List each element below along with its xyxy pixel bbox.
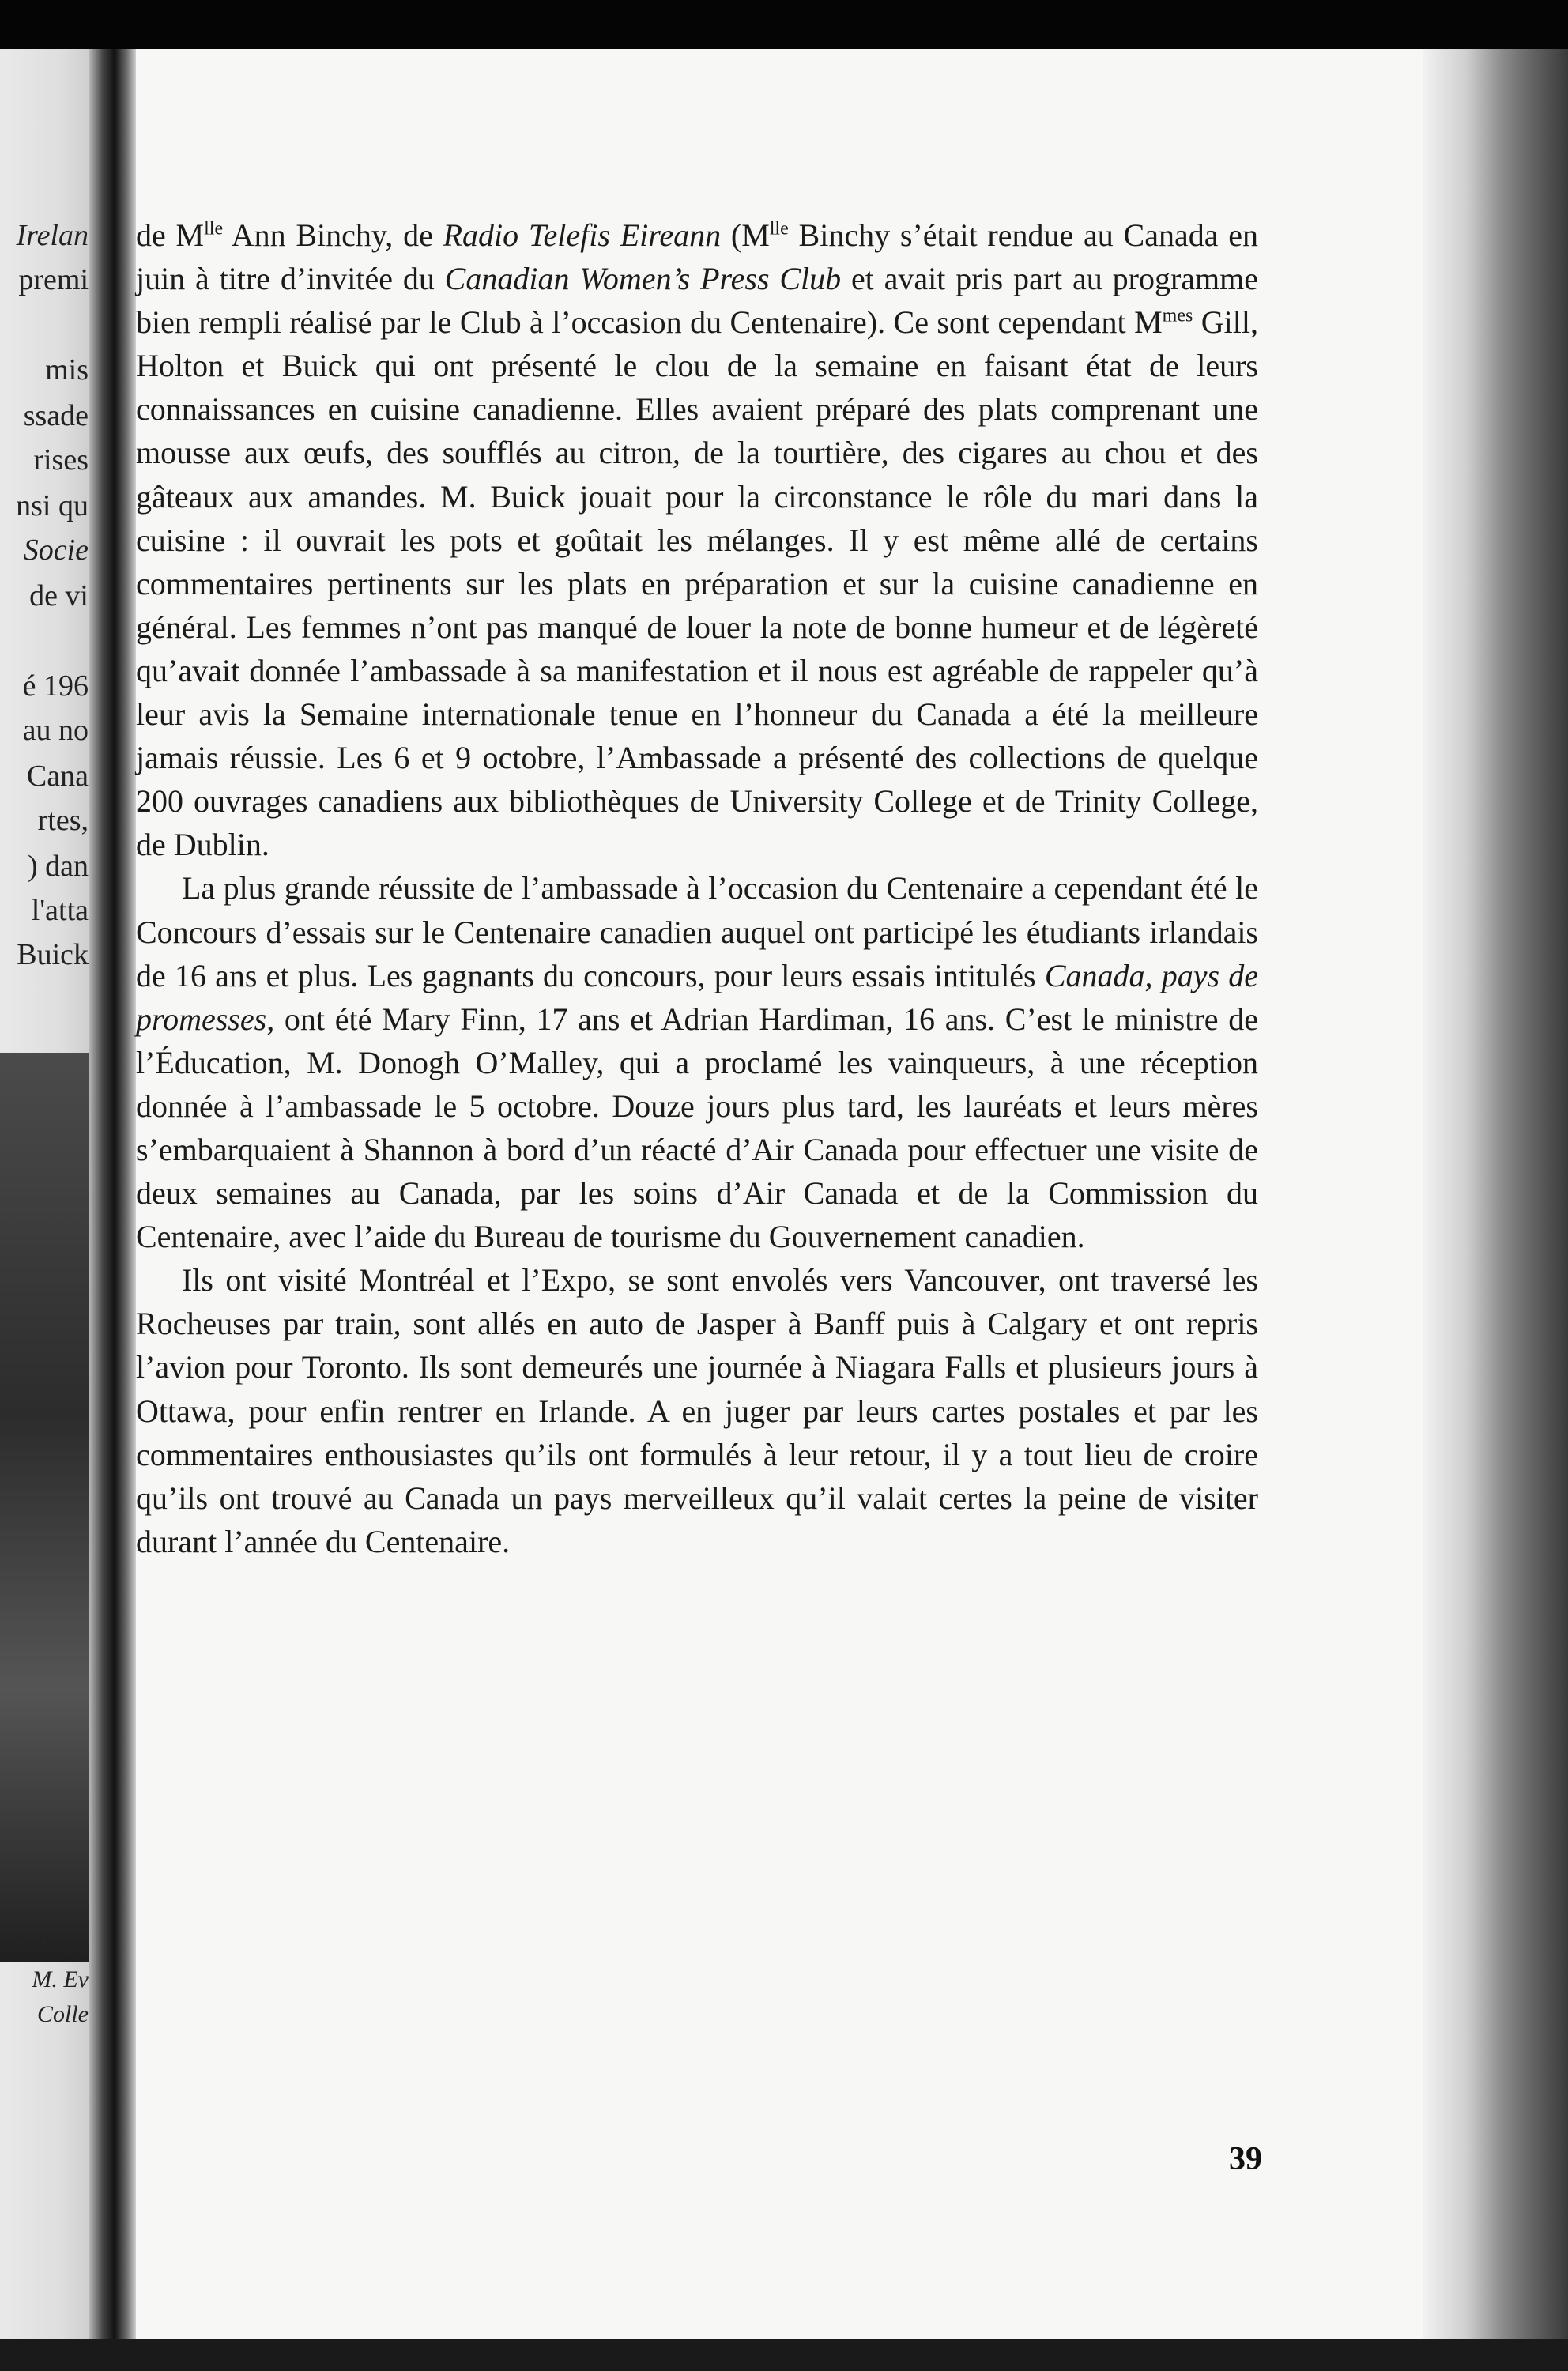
text-run: La plus grande réussite de l’ambassade à l’occasion du Centenaire a cependant été le Concours d’essais sur le Centenaire canadien auquel ont participé les étudiants irlandais de 16 ans et plus. Les gagnants du concours, pour leurs essais intitulés [136, 870, 1258, 993]
facing-page-line: l'atta [31, 894, 89, 927]
book-gutter-shadow [89, 49, 136, 2339]
body-text [136, 213, 1258, 1563]
text-run: , ont été Mary Finn, 17 ans et Adrian Hardiman, 16 ans. C’est le ministre de l’Éducation, M. Donogh O’Malley, qui a proclamé les vainqueurs, à une réception donnée à l’ambassade le 5 octobre. Douze jours plus tard, les lauréats et leurs mères s’embarquaient à Shannon à bord d’un réacté d’Air Canada pour effectuer une visite de deux semaines au Canada, par les soins d’Air Canada et de la Commission du Centenaire, avec l’aide du Bureau de tourisme du Gouvernement canadien. [136, 1001, 1258, 1255]
page-number: 39 [1229, 2141, 1262, 2177]
facing-page-line: de vi [29, 579, 89, 613]
paragraph-3 [136, 1258, 1258, 1563]
italic-text: Canada, pays de promesses [136, 957, 1258, 1037]
paragraph-1 [136, 213, 1258, 866]
book-page [136, 49, 1423, 2339]
facing-page-line: premi [18, 263, 89, 296]
facing-page-line: Cana [26, 760, 89, 793]
superscript: lle [204, 218, 224, 239]
facing-page-line: mis [45, 353, 89, 386]
facing-page-line: rises [33, 443, 89, 477]
scan-bottom-border [0, 2339, 1568, 2371]
italic-text: Canadian Women’s Press Club [444, 261, 842, 297]
text-run: et avait pris part au programme bien rempli réalisé par le Club à l’occasion du Centenaire). Ce sont cependant M [136, 261, 1259, 341]
facing-page-caption-line: College, [9, 1932, 89, 1958]
facing-page-line: Socie [23, 533, 89, 567]
text-run: (M [721, 217, 770, 253]
facing-page-line: au no [22, 714, 89, 747]
facing-page-photo [0, 1053, 89, 1962]
scan-top-border [0, 0, 1568, 49]
paragraph-2 [136, 866, 1258, 1258]
facing-page-line: ) dan [27, 850, 89, 883]
superscript: mes [1162, 305, 1193, 326]
text-run: de M [136, 217, 205, 253]
italic-text: Radio Telefis Eireann [443, 217, 722, 253]
text-run: Binchy s’était rendue au Canada en juin à titre d’invitée du [136, 217, 1258, 297]
facing-page-line: nsi qu [16, 489, 89, 522]
facing-page-line: rtes, [37, 804, 89, 837]
facing-page-caption-line: M. Ev [32, 1966, 89, 1992]
facing-page-caption-line: Colle [37, 2001, 89, 2027]
superscript: lle [769, 218, 789, 239]
text-run: Ils ont visité Montréal et l’Expo, se sont envolés vers Vancouver, ont traversé les Rocheuses par train, sont allés en auto de Jasper à Banff puis à Calgary et ont repris l’avion pour Toronto. Ils sont demeurés une journée à Niagara Falls et plusieurs jours à Ottawa, pour enfin rentrer en Irlande. A en juger par leurs cartes postales et par les commentaires enthousiastes qu’ils ont formulés à leur retour, il y a tout lieu de croire qu’ils ont trouvé au Canada un pays merveilleux qu’il valait certes la peine de visiter durant l’année du Centenaire. [136, 1262, 1258, 1559]
page-edge-shadow [1423, 49, 1568, 2339]
facing-page-line: Buick [17, 938, 89, 971]
facing-page-line: Irelan [16, 219, 89, 252]
facing-page-line: ssade [23, 399, 89, 432]
text-run: Ann Binchy, de [223, 217, 443, 253]
facing-page-fragment [0, 49, 89, 2339]
facing-page-line: é 196 [22, 669, 89, 703]
text-run: Gill, Holton et Buick qui ont présenté le clou de la semaine en faisant état de leurs connaissances en cuisine canadienne. Elles avaient préparé des plats comprenant une mousse aux œufs, des soufflés au citron, de la tourtière, des cigares au chou et des gâteaux aux amandes. M. Buick jouait pour la circonstance le rôle du mari dans la cuisine : il ouvrait les pots et goûtait les mélanges. Il y est même allé de certains commentaires pertinents sur les plats en préparation et sur la cuisine canadienne en général. Les femmes n’ont pas manqué de louer la note de bonne humeur et de légèreté qu’avait donnée l’ambassade à sa manifestation et il nous est agréable de rappeler qu’à leur avis la Semaine internationale tenue en l’honneur du Canada a été la meilleure jamais réussie. Les 6 et 9 octobre, l’Ambassade a présenté des collections de quelque 200 ouvrages canadiens aux bibliothèques de University College et de Trinity College, de Dublin. [136, 304, 1258, 863]
